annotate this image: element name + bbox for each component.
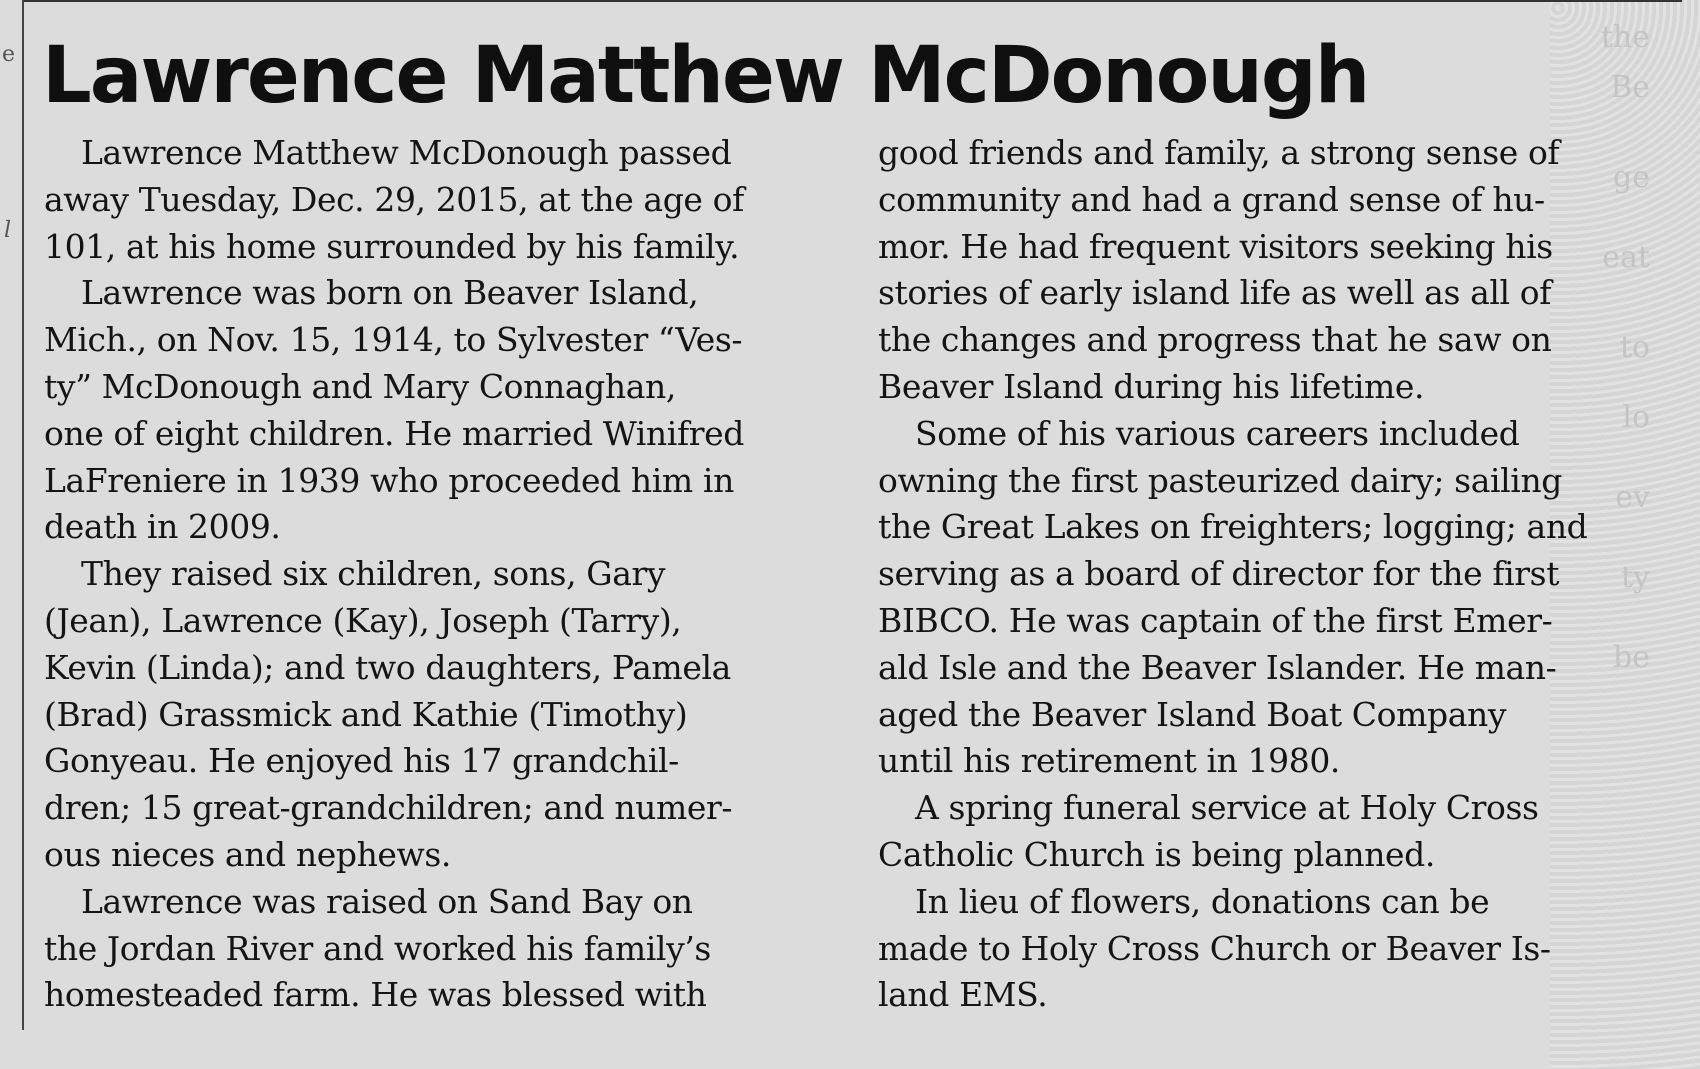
article-line: community and had a grand sense of hu- bbox=[878, 179, 1545, 219]
article-line: made to Holy Cross Church or Beaver Is- bbox=[878, 928, 1551, 968]
article-line: A spring funeral service at Holy Cross bbox=[915, 788, 1539, 828]
margin-mark: e bbox=[2, 42, 16, 67]
column-divider-rule bbox=[22, 0, 24, 1030]
article-line: Catholic Church is being planned. bbox=[878, 834, 1436, 874]
article-line: Gonyeau. He enjoyed his 17 grandchil- bbox=[44, 741, 679, 781]
bleed-through-word: ev bbox=[1615, 480, 1650, 515]
article-line: serving as a board of director for the first bbox=[878, 554, 1560, 594]
article-line: land EMS. bbox=[878, 975, 1048, 1015]
article-line: ous nieces and nephews. bbox=[44, 834, 452, 874]
article-line: Lawrence Matthew McDonough passed bbox=[81, 133, 732, 172]
article-line: owning the first pasteurized dairy; sailing bbox=[878, 460, 1563, 500]
article-line: ald Isle and the Beaver Islander. He man- bbox=[878, 647, 1557, 687]
bleed-through-word: the bbox=[1600, 20, 1650, 55]
article-line: Beaver Island during his lifetime. bbox=[878, 366, 1425, 406]
bleed-through-word: be bbox=[1613, 640, 1650, 675]
article-line: In lieu of flowers, donations can be bbox=[915, 881, 1490, 921]
article-line: Some of his various careers included bbox=[915, 413, 1520, 453]
article-line: They raised six children, sons, Gary bbox=[81, 554, 666, 594]
margin-mark: l bbox=[4, 218, 12, 243]
article-line: away Tuesday, Dec. 29, 2015, at the age of bbox=[44, 179, 744, 219]
article-column-right bbox=[878, 130, 1678, 1019]
article-line: aged the Beaver Island Boat Company bbox=[878, 694, 1507, 734]
article-line: dren; 15 great-grandchildren; and numer- bbox=[44, 788, 733, 828]
bleed-through-word: ty bbox=[1620, 560, 1650, 595]
article-line: 101, at his home surrounded by his family. bbox=[44, 226, 740, 266]
article-line: stories of early island life as well as all of bbox=[878, 273, 1552, 313]
article-line: ty” McDonough and Mary Connaghan, bbox=[44, 366, 676, 406]
article-line: Lawrence was born on Beaver Island, bbox=[81, 273, 699, 313]
article-line: Mich., on Nov. 15, 1914, to Sylvester “Ves- bbox=[44, 320, 743, 360]
article-line: until his retirement in 1980. bbox=[878, 741, 1341, 781]
bleed-through-word: eat bbox=[1602, 240, 1650, 275]
article-line: the Jordan River and worked his family’s bbox=[44, 928, 711, 968]
article-line: one of eight children. He married Winifred bbox=[44, 413, 744, 453]
bleed-through-word: ge bbox=[1613, 160, 1650, 195]
article-line: death in 2009. bbox=[44, 507, 281, 547]
article-line: homesteaded farm. He was blessed with bbox=[44, 975, 707, 1015]
article-line: the Great Lakes on freighters; logging; and bbox=[878, 507, 1588, 547]
article-line: Kevin (Linda); and two daughters, Pamela bbox=[44, 647, 731, 687]
bleed-through-word: lo bbox=[1622, 400, 1650, 435]
article-line: BIBCO. He was captain of the first Emer- bbox=[878, 600, 1553, 640]
article-line: the changes and progress that he saw on bbox=[878, 320, 1552, 360]
bleed-through-word: Be bbox=[1610, 70, 1650, 105]
article-line: (Jean), Lawrence (Kay), Joseph (Tarry), bbox=[44, 600, 682, 640]
article-line: mor. He had frequent visitors seeking his bbox=[878, 226, 1553, 266]
article-line: LaFreniere in 1939 who proceeded him in bbox=[44, 460, 734, 500]
bleed-through-word: to bbox=[1619, 330, 1650, 365]
top-rule bbox=[22, 0, 1682, 2]
article-line: good friends and family, a strong sense of bbox=[878, 133, 1560, 172]
article-column-left bbox=[44, 130, 844, 1019]
article-line: Lawrence was raised on Sand Bay on bbox=[81, 881, 693, 921]
obituary-headline: Lawrence Matthew McDonough bbox=[42, 31, 1369, 121]
article-line: (Brad) Grassmick and Kathie (Timothy) bbox=[44, 694, 688, 734]
